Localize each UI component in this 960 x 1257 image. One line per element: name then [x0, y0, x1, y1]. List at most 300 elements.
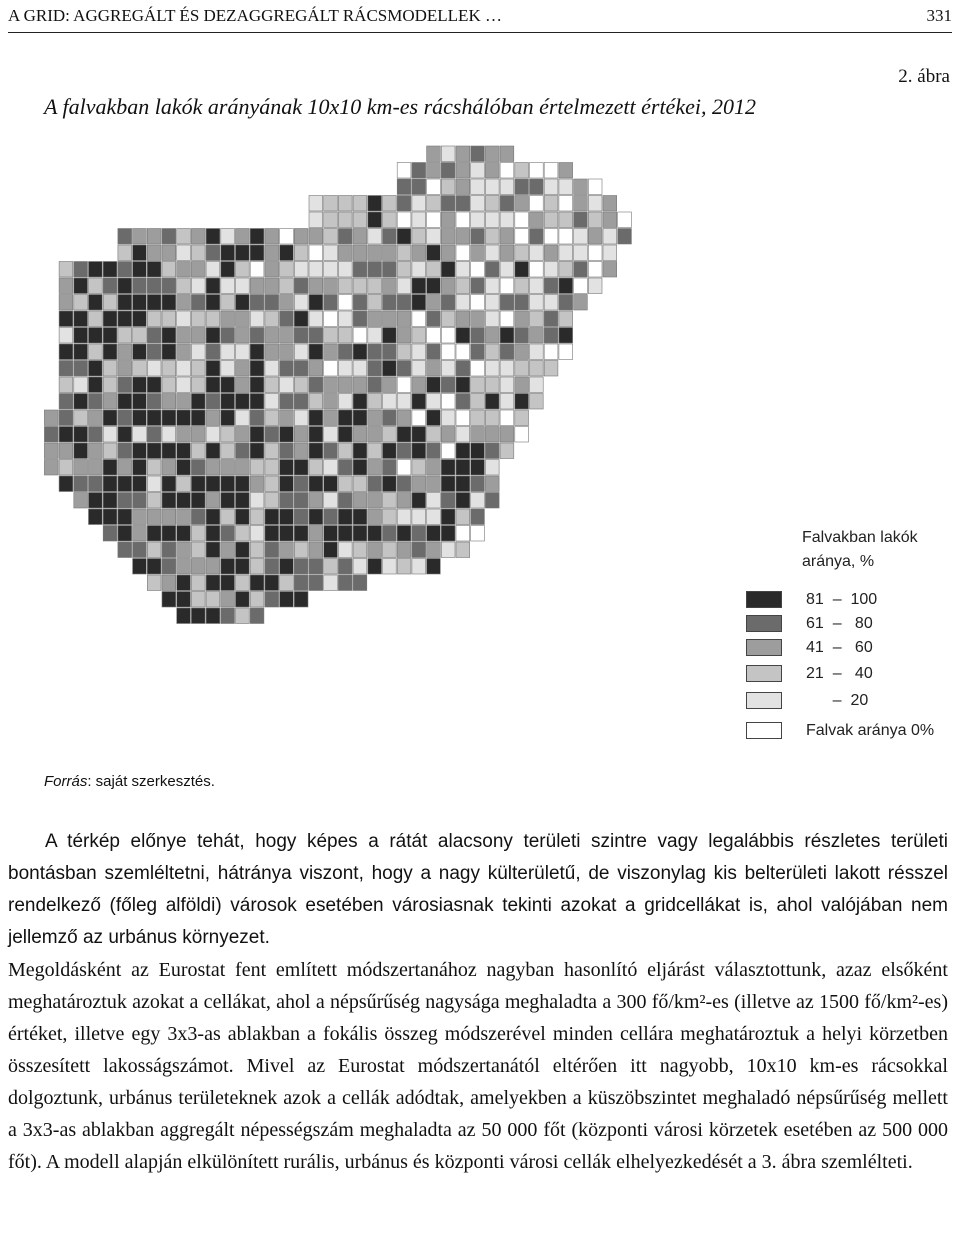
grid-cell: [427, 443, 441, 459]
grid-cell: [250, 427, 264, 443]
grid-cell: [353, 575, 367, 591]
grid-cell: [236, 493, 250, 509]
grid-cell: [324, 476, 338, 492]
grid-cell: [368, 278, 382, 294]
grid-cell: [309, 493, 323, 509]
grid-cell: [485, 394, 499, 410]
grid-cell: [368, 196, 382, 212]
grid-cell: [147, 575, 161, 591]
grid-cell: [309, 460, 323, 476]
legend-item-21-40: [746, 663, 958, 685]
grid-cell: [133, 377, 147, 393]
legend-swatch: [746, 665, 782, 682]
grid-cell: [294, 394, 308, 410]
grid-cell: [485, 278, 499, 294]
grid-cell: [89, 443, 103, 459]
grid-cell: [133, 344, 147, 360]
grid-cell: [118, 526, 132, 542]
grid-cell: [485, 229, 499, 245]
grid-cell: [191, 377, 205, 393]
grid-cell: [515, 295, 529, 311]
grid-cell: [427, 229, 441, 245]
grid-cell: [574, 295, 588, 311]
grid-cell: [162, 592, 176, 608]
grid-cell: [118, 361, 132, 377]
grid-cell: [500, 410, 514, 426]
grid-cell: [412, 509, 426, 525]
grid-cell: [236, 229, 250, 245]
grid-cell: [338, 262, 352, 278]
grid-cell: [133, 245, 147, 261]
legend-label: 41 – 60: [806, 639, 873, 656]
grid-cell: [265, 509, 279, 525]
grid-cell: [221, 559, 235, 575]
grid-cell: [471, 509, 485, 525]
grid-cell: [191, 542, 205, 558]
grid-cell: [44, 460, 58, 476]
grid-cell: [221, 592, 235, 608]
grid-cell: [162, 377, 176, 393]
grid-cell: [427, 559, 441, 575]
grid-cell: [177, 427, 191, 443]
grid-cell: [206, 311, 220, 327]
grid-cell: [427, 262, 441, 278]
grid-cell: [500, 262, 514, 278]
grid-cell: [456, 344, 470, 360]
grid-cell: [324, 575, 338, 591]
grid-cell: [74, 493, 88, 509]
page-number: 331: [926, 6, 952, 25]
grid-cell: [603, 245, 617, 261]
grid-cell: [191, 509, 205, 525]
grid-cell: [221, 245, 235, 261]
grid-cell: [471, 262, 485, 278]
grid-cell: [59, 328, 73, 344]
grid-cell: [530, 328, 544, 344]
grid-cell: [118, 262, 132, 278]
grid-cell: [500, 311, 514, 327]
grid-cell: [191, 328, 205, 344]
grid-cell: [412, 245, 426, 261]
grid-cell: [353, 394, 367, 410]
grid-cell: [324, 443, 338, 459]
grid-cell: [471, 295, 485, 311]
grid-cell: [353, 229, 367, 245]
grid-cell: [250, 608, 264, 624]
grid-cell: [500, 443, 514, 459]
grid-cell: [383, 493, 397, 509]
grid-cell: [353, 542, 367, 558]
grid-cell: [500, 229, 514, 245]
grid-cell: [250, 592, 264, 608]
grid-cell: [471, 427, 485, 443]
grid-cell: [294, 344, 308, 360]
grid-cell: [441, 476, 455, 492]
grid-cell: [559, 163, 573, 179]
grid-cell: [280, 377, 294, 393]
grid-cell: [397, 443, 411, 459]
grid-cell: [515, 394, 529, 410]
grid-cell: [265, 443, 279, 459]
grid-cell: [250, 377, 264, 393]
grid-cell: [118, 328, 132, 344]
grid-cell: [515, 229, 529, 245]
grid-cell: [177, 295, 191, 311]
grid-cell: [177, 278, 191, 294]
grid-cell: [133, 410, 147, 426]
grid-cell: [177, 509, 191, 525]
grid-cell: [74, 344, 88, 360]
grid-cell: [456, 410, 470, 426]
grid-cell: [133, 328, 147, 344]
grid-cell: [412, 542, 426, 558]
grid-cell: [383, 509, 397, 525]
grid-cell: [412, 196, 426, 212]
grid-cell: [456, 328, 470, 344]
grid-cell: [89, 394, 103, 410]
grid-cell: [456, 443, 470, 459]
grid-cell: [353, 278, 367, 294]
grid-cell: [177, 311, 191, 327]
grid-cell: [206, 377, 220, 393]
grid-cell: [250, 443, 264, 459]
grid-cell: [162, 245, 176, 261]
grid-cell: [162, 526, 176, 542]
grid-cell: [441, 328, 455, 344]
grid-cell: [456, 163, 470, 179]
grid-cell: [338, 377, 352, 393]
grid-cell: [147, 559, 161, 575]
grid-cell: [236, 377, 250, 393]
grid-cell: [59, 443, 73, 459]
grid-cell: [588, 212, 602, 228]
grid-cell: [59, 427, 73, 443]
grid-cell: [191, 427, 205, 443]
grid-cell: [485, 295, 499, 311]
grid-cell: [280, 344, 294, 360]
grid-cell: [368, 212, 382, 228]
grid-cell: [309, 542, 323, 558]
grid-cell: [338, 493, 352, 509]
grid-cell: [574, 278, 588, 294]
grid-cell: [441, 509, 455, 525]
grid-cell: [162, 476, 176, 492]
grid-cell: [485, 377, 499, 393]
grid-cell: [500, 328, 514, 344]
grid-cell: [574, 179, 588, 195]
grid-cell: [236, 608, 250, 624]
grid-cell: [250, 295, 264, 311]
grid-cell: [500, 427, 514, 443]
grid-cell: [177, 229, 191, 245]
grid-cell: [427, 410, 441, 426]
grid-cell: [471, 377, 485, 393]
grid-cell: [206, 542, 220, 558]
source-label: Forrás: [44, 773, 88, 790]
grid-cell: [177, 575, 191, 591]
grid-cell: [324, 377, 338, 393]
grid-cell: [294, 559, 308, 575]
grid-cell: [485, 311, 499, 327]
grid-cell: [133, 229, 147, 245]
grid-cell: [236, 542, 250, 558]
grid-cell: [456, 295, 470, 311]
grid-cell: [118, 542, 132, 558]
grid-cell: [177, 592, 191, 608]
grid-cell: [456, 427, 470, 443]
grid-cell: [338, 575, 352, 591]
grid-cell: [515, 245, 529, 261]
grid-cell: [133, 295, 147, 311]
grid-cell: [441, 427, 455, 443]
grid-cell: [191, 476, 205, 492]
grid-cell: [441, 245, 455, 261]
grid-cell: [397, 311, 411, 327]
grid-cell: [206, 493, 220, 509]
grid-cell: [324, 229, 338, 245]
grid-cell: [441, 163, 455, 179]
grid-cell: [265, 311, 279, 327]
grid-cell: [177, 493, 191, 509]
grid-cell: [530, 361, 544, 377]
grid-cell: [353, 559, 367, 575]
grid-cell: [500, 377, 514, 393]
grid-cell: [294, 328, 308, 344]
grid-cell: [471, 493, 485, 509]
grid-cell: [118, 509, 132, 525]
grid-cell: [250, 311, 264, 327]
grid-cell: [368, 311, 382, 327]
grid-cell: [456, 278, 470, 294]
grid-cell: [441, 460, 455, 476]
grid-cell: [265, 229, 279, 245]
grid-cell: [221, 608, 235, 624]
grid-cell: [206, 526, 220, 542]
grid-cell: [89, 361, 103, 377]
grid-cell: [530, 245, 544, 261]
grid-cell: [162, 443, 176, 459]
grid-cell: [456, 460, 470, 476]
grid-cell: [368, 493, 382, 509]
grid-cell: [588, 196, 602, 212]
grid-cell: [280, 427, 294, 443]
grid-cell: [397, 344, 411, 360]
grid-cell: [236, 278, 250, 294]
grid-cell: [147, 278, 161, 294]
grid-cell: [236, 460, 250, 476]
grid-cell: [500, 278, 514, 294]
grid-cell: [74, 460, 88, 476]
grid-cell: [89, 427, 103, 443]
grid-cell: [412, 443, 426, 459]
grid-cell: [147, 377, 161, 393]
grid-cell: [456, 509, 470, 525]
grid-cell: [177, 344, 191, 360]
grid-cell: [221, 575, 235, 591]
grid-cell: [103, 427, 117, 443]
grid-cell: [485, 179, 499, 195]
grid-cell: [236, 394, 250, 410]
grid-cell: [574, 262, 588, 278]
grid-cell: [485, 427, 499, 443]
grid-cell: [265, 493, 279, 509]
grid-cell: [324, 509, 338, 525]
grid-cell: [559, 245, 573, 261]
grid-cell: [309, 559, 323, 575]
grid-cell: [103, 476, 117, 492]
grid-cell: [353, 509, 367, 525]
grid-cell: [206, 443, 220, 459]
grid-cell: [118, 410, 132, 426]
grid-cell: [309, 427, 323, 443]
grid-cell: [206, 575, 220, 591]
grid-cell: [309, 443, 323, 459]
grid-cell: [309, 262, 323, 278]
grid-cell: [530, 212, 544, 228]
legend-swatch: [746, 591, 782, 608]
grid-cell: [427, 542, 441, 558]
grid-cell: [177, 526, 191, 542]
grid-cell: [500, 245, 514, 261]
grid-cell: [147, 311, 161, 327]
grid-cell: [471, 460, 485, 476]
grid-cell: [368, 361, 382, 377]
grid-cell: [353, 377, 367, 393]
grid-cell: [309, 476, 323, 492]
grid-cell: [441, 410, 455, 426]
grid-cell: [515, 278, 529, 294]
grid-cell: [544, 295, 558, 311]
grid-cell: [441, 361, 455, 377]
grid-cell: [147, 262, 161, 278]
grid-cell: [324, 460, 338, 476]
grid-cell: [74, 427, 88, 443]
grid-cell: [383, 328, 397, 344]
grid-cell: [236, 311, 250, 327]
grid-cell: [191, 262, 205, 278]
grid-cell: [280, 278, 294, 294]
grid-cell: [500, 196, 514, 212]
grid-cell: [221, 476, 235, 492]
grid-cell: [294, 410, 308, 426]
grid-cell: [118, 493, 132, 509]
grid-cell: [412, 278, 426, 294]
grid-cell: [89, 311, 103, 327]
grid-cell: [103, 443, 117, 459]
grid-cell: [485, 196, 499, 212]
grid-cell: [515, 311, 529, 327]
grid-cell: [118, 460, 132, 476]
grid-cell: [221, 526, 235, 542]
grid-cell: [133, 443, 147, 459]
grid-cell: [544, 212, 558, 228]
grid-cell: [162, 509, 176, 525]
grid-cell: [338, 526, 352, 542]
legend-item-zero: [746, 720, 958, 742]
grid-cell: [59, 262, 73, 278]
grid-cell: [500, 394, 514, 410]
grid-cell: [280, 476, 294, 492]
grid-cell: [324, 212, 338, 228]
grid-cell: [368, 410, 382, 426]
grid-cell: [368, 460, 382, 476]
grid-cell: [412, 229, 426, 245]
grid-cell: [250, 262, 264, 278]
grid-cell: [485, 443, 499, 459]
grid-cell: [118, 229, 132, 245]
grid-cell: [294, 575, 308, 591]
grid-cell: [530, 196, 544, 212]
grid-cell: [397, 394, 411, 410]
grid-cell: [397, 460, 411, 476]
grid-cell: [383, 361, 397, 377]
grid-cell: [280, 592, 294, 608]
grid-cell: [353, 460, 367, 476]
grid-cell: [133, 262, 147, 278]
grid-cell: [515, 262, 529, 278]
grid-cell: [383, 377, 397, 393]
grid-cell: [500, 295, 514, 311]
grid-cell: [177, 377, 191, 393]
grid-cell: [427, 196, 441, 212]
grid-cell: [456, 212, 470, 228]
grid-cell: [221, 361, 235, 377]
grid-cell: [162, 229, 176, 245]
grid-cell: [221, 410, 235, 426]
grid-cell: [236, 295, 250, 311]
grid-cell: [103, 410, 117, 426]
grid-cell: [456, 493, 470, 509]
grid-cell: [103, 509, 117, 525]
grid-cell: [265, 344, 279, 360]
grid-cell: [280, 262, 294, 278]
grid-cell: [250, 526, 264, 542]
grid-cell: [559, 278, 573, 294]
grid-cell: [441, 196, 455, 212]
grid-cell: [368, 394, 382, 410]
legend-label: Falvak aránya 0%: [806, 722, 935, 739]
grid-cell: [309, 377, 323, 393]
grid-cell: [191, 526, 205, 542]
grid-cell: [250, 344, 264, 360]
grid-cell: [44, 443, 58, 459]
grid-cell: [353, 295, 367, 311]
grid-cell: [294, 427, 308, 443]
grid-cell: [338, 427, 352, 443]
grid-cell: [89, 476, 103, 492]
running-header: [8, 6, 952, 33]
grid-cell: [338, 410, 352, 426]
grid-cell: [294, 262, 308, 278]
grid-cell: [294, 443, 308, 459]
legend-label: – 20: [806, 692, 869, 709]
grid-cell: [441, 493, 455, 509]
grid-cell: [191, 608, 205, 624]
grid-cell: [250, 410, 264, 426]
grid-cell: [309, 229, 323, 245]
grid-cell: [456, 196, 470, 212]
grid-cell: [574, 245, 588, 261]
grid-cell: [324, 427, 338, 443]
grid-cell: [118, 295, 132, 311]
grid-cell: [280, 460, 294, 476]
grid-cell: [118, 427, 132, 443]
grid-cell: [368, 377, 382, 393]
grid-cell: [221, 278, 235, 294]
grid-cell: [353, 311, 367, 327]
grid-cell: [397, 493, 411, 509]
grid-cell: [368, 427, 382, 443]
